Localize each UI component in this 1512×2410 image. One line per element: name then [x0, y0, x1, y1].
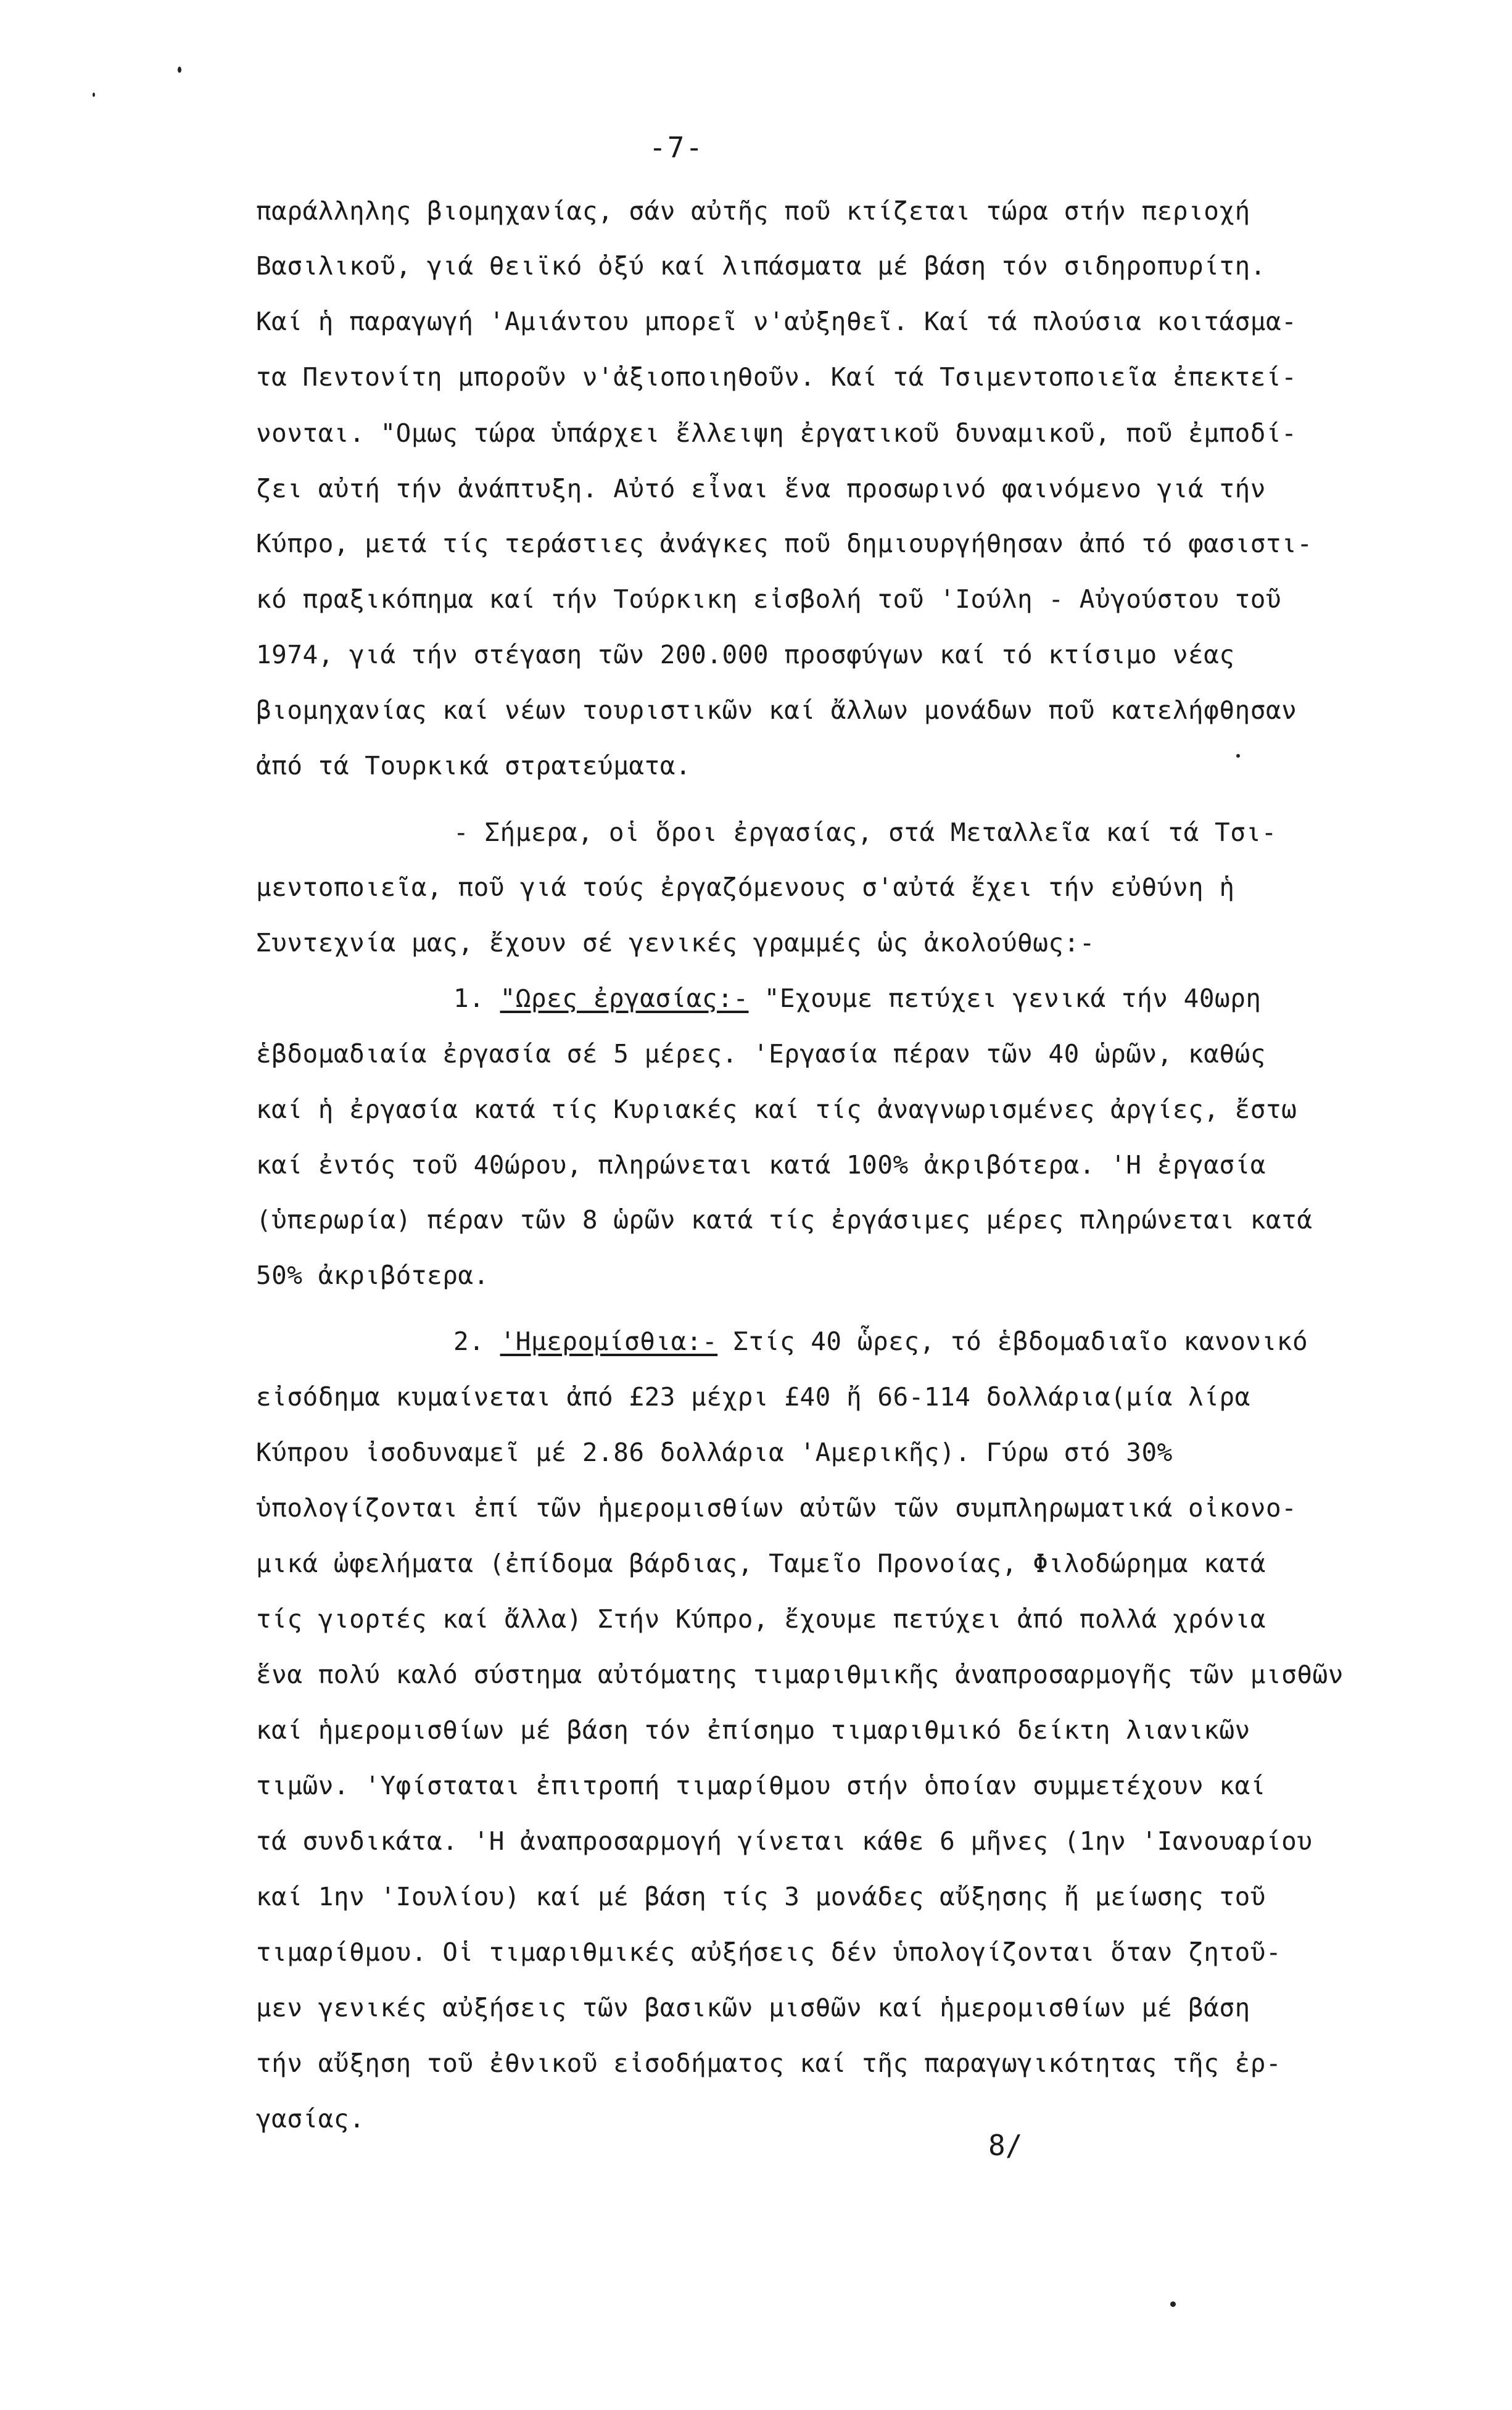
- scan-speck: [93, 93, 95, 97]
- section-1-heading-line: [453, 983, 1262, 1013]
- scan-speck: [1170, 2301, 1176, 2307]
- section-heading: "Ωρες ἐργασίας:-: [500, 983, 749, 1013]
- text-line: εἰσόδημα κυμαίνεται ἀπό £23 μέχρι £40 ἤ 66-114 δολλάρια(μία λίρα: [256, 1382, 1250, 1412]
- text-line: τίς γιορτές καί ἄλλα) Στήν Κύπρο, ἔχουμε πετύχει ἀπό πολλά χρόνια: [256, 1604, 1266, 1634]
- text-line: ζει αὐτή τήν ἀνάπτυξη. Αὐτό εἶναι ἕνα προσωρινό φαινόμενο γιά τήν: [256, 474, 1266, 503]
- text-line: Κύπρου ἰσοδυναμεῖ μέ 2.86 δολλάρια 'Αμερικῆς). Γύρω στό 30%: [256, 1438, 1173, 1467]
- text-line: μεντοποιεῖα, ποῦ γιά τούς ἐργαζόμενους σ'αὐτά ἔχει τήν εὐθύνη ἡ: [256, 872, 1235, 902]
- text-line: ὑπολογίζονται ἐπί τῶν ἡμερομισθίων αὐτῶν τῶν συμπληρωματικά οἰκονο-: [256, 1493, 1297, 1523]
- text-line: κό πραξικόπημα καί τήν Τούρκικη εἰσβολή τοῦ 'Ιούλη - Αὐγούστου τοῦ: [256, 584, 1282, 614]
- text-line: ἕνα πολύ καλό σύστημα αὐτόματης τιμαριθμικῆς ἀναπροσαρμογῆς τῶν μισθῶν: [256, 1660, 1344, 1689]
- text-line: καί ἡμερομισθίων μέ βάση τόν ἐπίσημο τιμαριθμικό δείκτη λιανικῶν: [256, 1715, 1250, 1745]
- text-line: μεν γενικές αὐξήσεις τῶν βασικῶν μισθῶν καί ἡμερομισθίων μέ βάση: [256, 1993, 1250, 2023]
- text-line: τα Πεντονίτη μποροῦν ν'ἀξιοποιηθοῦν. Καί τά Τσιμεντοποιεῖα ἐπεκτεί-: [256, 362, 1297, 392]
- text-line: καί 1ην 'Ιουλίου) καί μέ βάση τίς 3 μονάδες αὔξησης ἤ μείωσης τοῦ: [256, 1882, 1266, 1911]
- text-line: παράλληλης βιομηχανίας, σάν αὐτῆς ποῦ κτίζεται τώρα στήν περιοχή: [256, 196, 1250, 226]
- section-heading: 'Ημερομίσθια:-: [500, 1327, 718, 1356]
- text-line: Συντεχνία μας, ἔχουν σέ γενικές γραμμές ὡς ἀκολούθως:-: [256, 928, 1095, 958]
- continuation-mark: 8/: [988, 2129, 1023, 2162]
- text-line: Κύπρο, μετά τίς τεράστιες ἀνάγκες ποῦ δημιουργήθησαν ἀπό τό φασιστι-: [256, 529, 1313, 558]
- text-line: Βασιλικοῦ, γιά θειϊκό ὀξύ καί λιπάσματα μέ βάση τόν σιδηροπυρίτη.: [256, 251, 1266, 281]
- text-line: τήν αὔξηση τοῦ ἐθνικοῦ εἰσοδήματος καί τῆς παραγωγικότητας τῆς ἐρ-: [256, 2048, 1282, 2078]
- text-line: μικά ὠφελήματα (ἐπίδομα βάρδιας, Ταμεῖο Προνοίας, Φιλοδώρημα κατά: [256, 1549, 1266, 1578]
- text-line: (ὑπερωρία) πέραν τῶν 8 ὡρῶν κατά τίς ἐργάσιμες μέρες πληρώνεται κατά: [256, 1205, 1313, 1235]
- section-number: 1.: [453, 983, 485, 1013]
- text-line: - Σήμερα, οἱ ὅροι ἐργασίας, στά Μεταλλεῖα καί τά Τσι-: [453, 818, 1277, 847]
- text-line: 50% ἀκριβότερα.: [256, 1261, 489, 1290]
- text-line: ἑβδομαδιαία ἐργασία σέ 5 μέρες. 'Εργασία πέραν τῶν 40 ὡρῶν, καθώς: [256, 1039, 1266, 1069]
- section-2-heading-line: [453, 1327, 1308, 1356]
- section-number: 2.: [453, 1327, 485, 1356]
- text-line: Καί ἡ παραγωγή 'Αμιάντου μπορεῖ ν'αὐξηθεῖ. Καί τά πλούσια κοιτάσμα-: [256, 307, 1297, 336]
- text-line: καί ἐντός τοῦ 40ώρου, πληρώνεται κατά 100% ἀκριβότερα. 'Η ἐργασία: [256, 1150, 1266, 1180]
- text-run: "Εχουμε πετύχει γενικά τήν 40ωρη: [764, 983, 1262, 1013]
- scan-speck: [1236, 754, 1240, 758]
- text-line: ἀπό τά Τουρκικά στρατεύματα.: [256, 751, 692, 781]
- text-line: καί ἡ ἐργασία κατά τίς Κυριακές καί τίς ἀναγνωρισμένες ἀργίες, ἔστω: [256, 1095, 1297, 1124]
- text-line: τιμῶν. 'Υφίσταται ἐπιτροπή τιμαρίθμου στήν ὁποίαν συμμετέχουν καί: [256, 1771, 1266, 1800]
- text-line: γασίας.: [256, 2104, 365, 2134]
- page-number: -7-: [649, 131, 704, 164]
- text-line: τιμαρίθμου. Οἱ τιμαριθμικές αὐξήσεις δέν ὑπολογίζονται ὅταν ζητοῦ-: [256, 1937, 1282, 1967]
- scan-speck: [178, 67, 181, 73]
- text-line: τά συνδικάτα. 'Η ἀναπροσαρμογή γίνεται κάθε 6 μῆνες (1ην 'Ιανουαρίου: [256, 1826, 1313, 1856]
- text-line: βιομηχανίας καί νέων τουριστικῶν καί ἄλλων μονάδων ποῦ κατελήφθησαν: [256, 695, 1297, 725]
- text-line: νονται. "Ομως τώρα ὑπάρχει ἔλλειψη ἐργατικοῦ δυναμικοῦ, ποῦ ἐμποδί-: [256, 418, 1297, 448]
- text-run: Στίς 40 ὧρες, τό ἑβδομαδιαῖο κανονικό: [733, 1327, 1308, 1356]
- text-line: 1974, γιά τήν στέγαση τῶν 200.000 προσφύγων καί τό κτίσιμο νέας: [256, 640, 1235, 669]
